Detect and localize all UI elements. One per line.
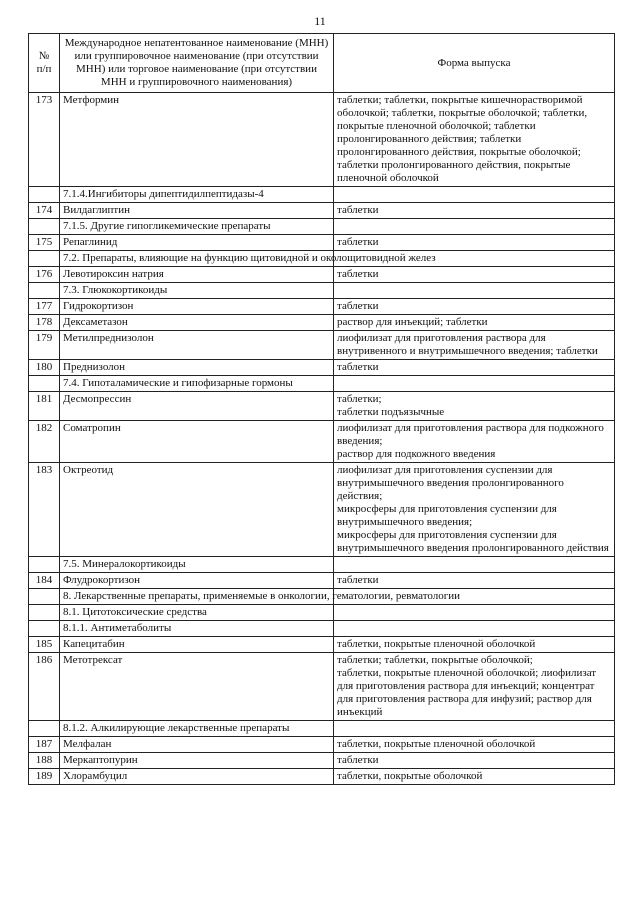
drug-name: Дексаметазон xyxy=(60,315,334,331)
section-number-cell xyxy=(29,605,60,621)
row-number: 173 xyxy=(29,93,60,187)
release-form: раствор для инъекций; таблетки xyxy=(334,315,615,331)
table-row xyxy=(29,463,615,557)
section-form-cell xyxy=(334,283,615,299)
release-form: лиофилизат для приготовления раствора для подкожного введения; раствор для подкожного введения xyxy=(334,421,615,463)
row-number: 174 xyxy=(29,203,60,219)
section-number-cell xyxy=(29,187,60,203)
header-release-form: Форма выпуска xyxy=(334,34,615,93)
table-row xyxy=(29,315,615,331)
header-number: № п/п xyxy=(29,34,60,93)
row-number: 176 xyxy=(29,267,60,283)
medication-table xyxy=(28,33,615,785)
row-number: 188 xyxy=(29,753,60,769)
table-row xyxy=(29,267,615,283)
release-form: таблетки xyxy=(334,753,615,769)
section-form-cell xyxy=(334,621,615,637)
table-row xyxy=(29,737,615,753)
section-row xyxy=(29,621,615,637)
row-number: 177 xyxy=(29,299,60,315)
section-number-cell xyxy=(29,376,60,392)
section-row xyxy=(29,557,615,573)
section-form-cell xyxy=(334,219,615,235)
release-form: таблетки, покрытые пленочной оболочкой xyxy=(334,637,615,653)
drug-name: Октреотид xyxy=(60,463,334,557)
section-label: 7.1.5. Другие гипогликемические препараты xyxy=(60,219,334,235)
release-form: таблетки xyxy=(334,360,615,376)
table-row xyxy=(29,637,615,653)
drug-name: Мелфалан xyxy=(60,737,334,753)
section-row xyxy=(29,605,615,621)
row-number: 187 xyxy=(29,737,60,753)
section-row xyxy=(29,187,615,203)
table-header-row xyxy=(29,34,615,93)
release-form: таблетки, покрытые оболочкой xyxy=(334,769,615,785)
row-number: 182 xyxy=(29,421,60,463)
section-label: 8.1.2. Алкилирующие лекарственные препараты xyxy=(60,721,334,737)
drug-name: Меркаптопурин xyxy=(60,753,334,769)
section-form-cell xyxy=(334,187,615,203)
section-label: 7.5. Минералокортикоиды xyxy=(60,557,334,573)
section-number-cell xyxy=(29,721,60,737)
section-label: 7.3. Глюкокортикоиды xyxy=(60,283,334,299)
drug-name: Соматропин xyxy=(60,421,334,463)
section-number-cell xyxy=(29,251,60,267)
drug-name: Флудрокортизон xyxy=(60,573,334,589)
table-row xyxy=(29,235,615,251)
drug-name: Гидрокортизон xyxy=(60,299,334,315)
section-row xyxy=(29,219,615,235)
section-label: 7.1.4.Ингибиторы дипептидилпептидазы-4 xyxy=(60,187,334,203)
section-number-cell xyxy=(29,557,60,573)
section-number-cell xyxy=(29,589,60,605)
row-number: 184 xyxy=(29,573,60,589)
table-row xyxy=(29,360,615,376)
drug-name: Метотрексат xyxy=(60,653,334,721)
row-number: 181 xyxy=(29,392,60,421)
release-form: таблетки, покрытые пленочной оболочкой xyxy=(334,737,615,753)
section-row xyxy=(29,721,615,737)
row-number: 183 xyxy=(29,463,60,557)
section-form-cell xyxy=(334,557,615,573)
drug-name: Метилпреднизолон xyxy=(60,331,334,360)
section-label: 7.2. Препараты, влияющие на функцию щитовидной и околощитовидной желез xyxy=(60,251,334,267)
release-form: таблетки xyxy=(334,235,615,251)
drug-name: Капецитабин xyxy=(60,637,334,653)
table-row xyxy=(29,753,615,769)
release-form: таблетки xyxy=(334,203,615,219)
section-row xyxy=(29,589,615,605)
release-form: таблетки; таблетки, покрытые кишечнорастворимой оболочкой; таблетки, покрытые оболочкой; таблетки, покрытые пленочной оболочкой; таблетки пролонгированного действия; таблетки пролонгированного действия, покрытые оболочкой; таблетки пролонгированного действия, покрытые пленочной оболочкой xyxy=(334,93,615,187)
row-number: 178 xyxy=(29,315,60,331)
row-number: 175 xyxy=(29,235,60,251)
drug-name: Хлорамбуцил xyxy=(60,769,334,785)
table-row xyxy=(29,653,615,721)
section-row xyxy=(29,376,615,392)
drug-name: Метформин xyxy=(60,93,334,187)
section-number-cell xyxy=(29,219,60,235)
drug-name: Вилдаглиптин xyxy=(60,203,334,219)
table-row xyxy=(29,573,615,589)
section-form-cell xyxy=(334,721,615,737)
section-row xyxy=(29,251,615,267)
release-form: лиофилизат для приготовления раствора для внутривенного и внутримышечного введения; таблетки xyxy=(334,331,615,360)
row-number: 185 xyxy=(29,637,60,653)
header-drug-name: Международное непатентованное наименование (МНН) или группировочное наименование (при отсутствии МНН) или торговое наименование (при отсутствии МНН и группировочного наименования) xyxy=(60,34,334,93)
section-number-cell xyxy=(29,283,60,299)
section-label: 7.4. Гипоталамические и гипофизарные гормоны xyxy=(60,376,334,392)
section-label: 8.1. Цитотоксические средства xyxy=(60,605,334,621)
drug-name: Десмопрессин xyxy=(60,392,334,421)
table-row xyxy=(29,93,615,187)
row-number: 179 xyxy=(29,331,60,360)
table-row xyxy=(29,421,615,463)
release-form: таблетки; таблетки, покрытые оболочкой; таблетки, покрытые пленочной оболочкой; лиофилизат для приготовления раствора для инъекций; концентрат для приготовления раствора для инфузий; раствор для инъекций xyxy=(334,653,615,721)
table-row xyxy=(29,331,615,360)
table-row xyxy=(29,392,615,421)
release-form: таблетки xyxy=(334,573,615,589)
section-number-cell xyxy=(29,621,60,637)
row-number: 180 xyxy=(29,360,60,376)
row-number: 186 xyxy=(29,653,60,721)
section-label: 8.1.1. Антиметаболиты xyxy=(60,621,334,637)
section-form-cell xyxy=(334,376,615,392)
drug-name: Репаглинид xyxy=(60,235,334,251)
table-row xyxy=(29,769,615,785)
release-form: таблетки xyxy=(334,299,615,315)
page-number: 11 xyxy=(314,14,326,28)
table-row xyxy=(29,203,615,219)
table-body xyxy=(29,93,615,785)
release-form: лиофилизат для приготовления суспензии для внутримышечного введения пролонгированного действия; микросферы для приготовления суспензии для внутримышечного введения; микросферы для приготовления суспензии для внутримышечного введения пролонгированного действия xyxy=(334,463,615,557)
table-row xyxy=(29,299,615,315)
section-form-cell xyxy=(334,605,615,621)
release-form: таблетки xyxy=(334,267,615,283)
release-form: таблетки; таблетки подъязычные xyxy=(334,392,615,421)
row-number: 189 xyxy=(29,769,60,785)
section-label: 8. Лекарственные препараты, применяемые в онкологии, гематологии, ревматологии xyxy=(60,589,334,605)
drug-name: Левотироксин натрия xyxy=(60,267,334,283)
section-row xyxy=(29,283,615,299)
drug-name: Преднизолон xyxy=(60,360,334,376)
